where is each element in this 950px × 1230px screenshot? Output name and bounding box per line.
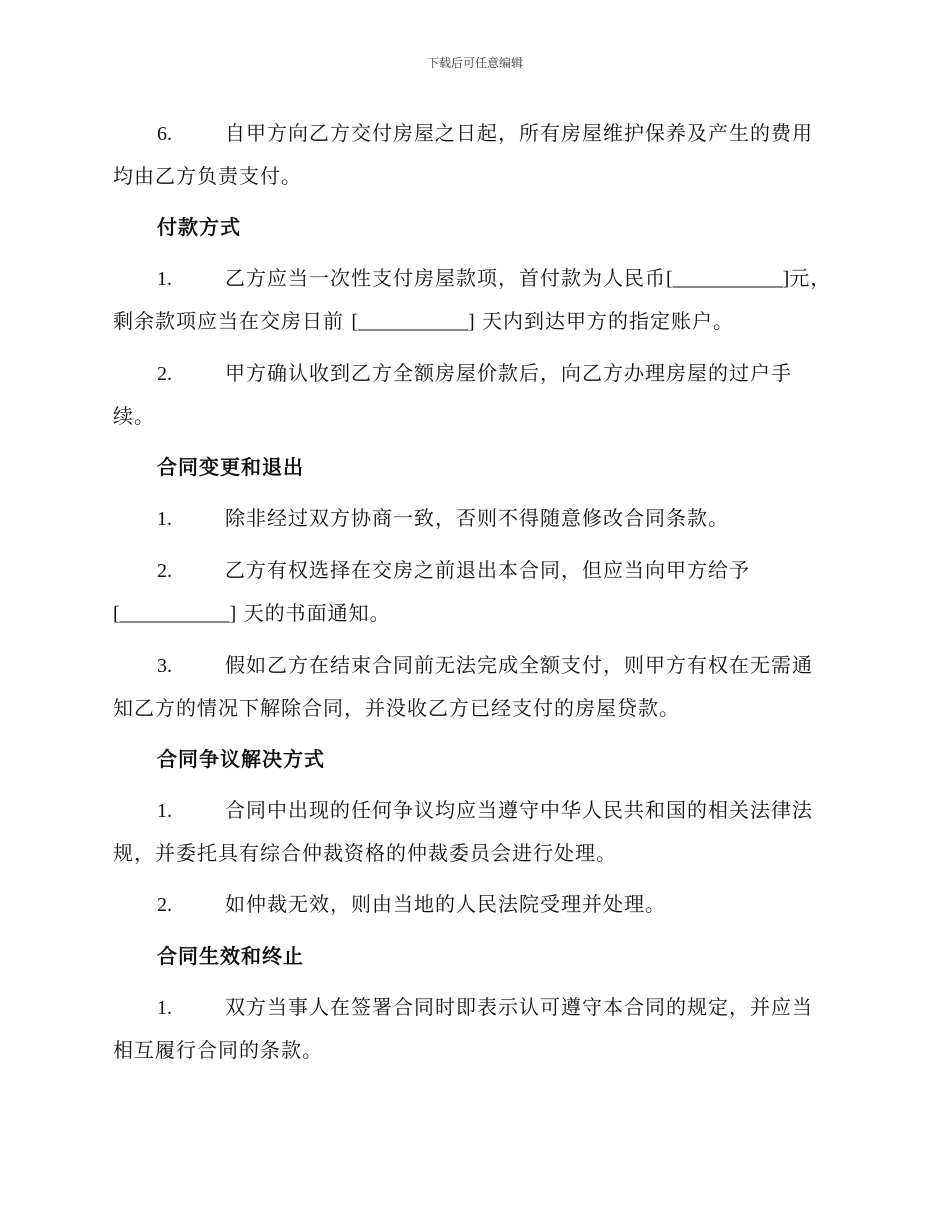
page-header: 下载后可任意编辑	[426, 56, 523, 70]
clause-number: 3.	[157, 655, 172, 677]
fill-in-blank: [___________]	[113, 603, 237, 625]
clause-text: 自甲方向乙方交付房屋之日起，所有房屋维护保养及产生的费用均由乙方负责支付。	[113, 121, 813, 188]
clause-text: 天的书面通知。	[243, 601, 391, 625]
clause-number: 2.	[157, 560, 172, 582]
clause-number: 1.	[157, 508, 172, 530]
clause-item	[113, 257, 833, 343]
clause-number: 1.	[157, 268, 172, 290]
clause-number: 2.	[157, 363, 172, 385]
section-heading-change-exit: 合同变更和退出	[157, 455, 304, 479]
clause-number: 6.	[157, 123, 172, 145]
clause-text: 乙方应当一次性支付房屋款项，首付款为人民币	[225, 266, 666, 290]
clause-item	[113, 789, 833, 874]
clause-item	[113, 497, 833, 540]
section-heading-dispute: 合同争议解决方式	[157, 747, 325, 771]
fill-in-blank: [___________]	[351, 311, 475, 333]
clause-item	[113, 549, 833, 635]
clause-text: 元，剩余款项应当在交房日前	[113, 266, 832, 333]
clause-text: 假如乙方在结束合同前无法完成全额支付，则甲方有权在无需通知乙方的情况下解除合同，并没收乙方已经支付的房屋贷款。	[113, 653, 813, 720]
clause-item	[113, 986, 833, 1071]
clause-item	[113, 352, 833, 437]
document-body	[113, 112, 833, 1080]
clause-number: 2.	[157, 894, 172, 916]
section-heading-payment: 付款方式	[157, 215, 241, 239]
clause-item	[113, 883, 833, 926]
clause-text: 乙方有权选择在交房之前退出本合同，但应当向甲方给予	[225, 558, 750, 582]
clause-text: 除非经过双方协商一致，否则不得随意修改合同条款。	[225, 506, 729, 530]
clause-number: 1.	[157, 800, 172, 822]
clause-number: 1.	[157, 997, 172, 1019]
clause-item	[113, 644, 833, 729]
clause-text: 如仲裁无效，则由当地的人民法院受理并处理。	[225, 892, 666, 916]
clause-text: 甲方确认收到乙方全额房屋价款后，向乙方办理房屋的过户手续。	[113, 361, 792, 428]
clause-item	[113, 112, 833, 197]
clause-text: 合同中出现的任何争议均应当遵守中华人民共和国的相关法律法规，并委托具有综合仲裁资格的仲裁委员会进行处理。	[113, 798, 813, 865]
clause-text: 天内到达甲方的指定账户。	[482, 309, 735, 333]
section-heading-effect-termination: 合同生效和终止	[157, 944, 304, 968]
fill-in-blank: [___________]	[666, 268, 790, 290]
clause-text: 双方当事人在签署合同时即表示认可遵守本合同的规定，并应当相互履行合同的条款。	[113, 995, 813, 1062]
